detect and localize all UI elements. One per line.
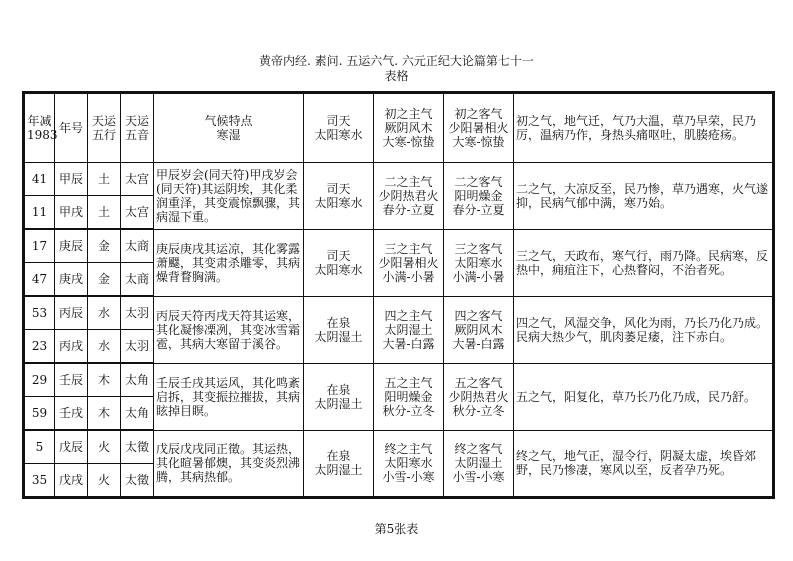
header-tianyun: 天运五行 [88, 93, 121, 163]
wuyin-cell: 太宫 [121, 196, 154, 230]
position-cell: 在泉 太阴湿土 [304, 296, 374, 363]
wuxing-cell: 土 [88, 196, 121, 230]
climate-cell: 丙辰天符丙戌天符其运寒，其化凝惨凓冽，其变冰雪霜雹，其病大寒留于溪谷。 [154, 296, 304, 363]
year-name-cell: 丙戌 [55, 330, 88, 364]
page-footer: 第5张表 [374, 522, 419, 536]
zhuqi-cell: 三之主气 少阳暑相火 小满-小暑 [374, 229, 444, 296]
year-cell: 59 [24, 397, 55, 431]
keqi-cell: 终之客气 太阴湿土 小雪-小寒 [444, 430, 514, 498]
desc-cell: 五之气，阳复化，草乃长乃化乃成，民乃舒。 [514, 363, 774, 430]
year-name-cell: 壬戌 [55, 397, 88, 431]
keqi-cell: 二之客气 阳明燥金 春分-立夏 [444, 163, 514, 230]
year-cell: 35 [24, 464, 55, 498]
position-cell: 在泉 太阴湿土 [304, 430, 374, 498]
table-row [24, 296, 774, 330]
wuyin-cell: 太宫 [121, 163, 154, 196]
year-cell: 53 [24, 296, 55, 330]
year-name-cell: 戊辰 [55, 430, 88, 464]
position-cell: 司天 太阳寒水 [304, 229, 374, 296]
header-tianyin: 天运五音 [121, 93, 154, 163]
zhuqi-cell: 二之主气 少阴热君火 春分-立夏 [374, 163, 444, 230]
year-name-cell: 戊戌 [55, 464, 88, 498]
desc-cell: 四之气，风湿交争，风化为雨，乃长乃化乃成。民病大热少气，肌肉萎足痿，注下赤白。 [514, 296, 774, 363]
wuyin-cell: 太商 [121, 263, 154, 297]
header-keqi: 初之客气 少阳暑相火 大寒-惊蛰 [444, 93, 514, 163]
table-row [24, 163, 774, 196]
year-name-cell: 壬辰 [55, 363, 88, 397]
wuyin-cell: 太徵 [121, 464, 154, 498]
keqi-cell: 五之客气 少阴热君火 秋分-立冬 [444, 363, 514, 430]
position-cell: 在泉 太阴湿土 [304, 363, 374, 430]
wuyin-cell: 太角 [121, 363, 154, 397]
year-cell: 41 [24, 163, 55, 196]
wuxing-cell: 水 [88, 330, 121, 364]
wuxing-cell: 土 [88, 163, 121, 196]
climate-cell: 甲辰岁会(同天符)甲戌岁会(同天符)其运阴埃，其化柔润重泽，其变震惊飘骤，其病湿下重。 [154, 163, 304, 230]
table-row [24, 229, 774, 263]
data-table [22, 91, 775, 499]
header-year: 年减1983 [24, 93, 55, 163]
wuyin-cell: 太商 [121, 229, 154, 263]
zhuqi-cell: 四之主气 太阴湿土 大暑-白露 [374, 296, 444, 363]
year-name-cell: 甲戌 [55, 196, 88, 230]
wuxing-cell: 水 [88, 296, 121, 330]
header-climate: 气候特点 寒湿 [154, 93, 304, 163]
year-cell: 5 [24, 430, 55, 464]
climate-cell: 戊辰戊戌同正徵。其运热，其化暄暑郁燠，其变炎烈沸腾，其病热郁。 [154, 430, 304, 498]
year-cell: 29 [24, 363, 55, 397]
wuxing-cell: 木 [88, 363, 121, 397]
year-name-cell: 庚戌 [55, 263, 88, 297]
header-name: 年号 [55, 93, 88, 163]
climate-cell: 壬辰壬戌其运风，其化鸣紊启拆，其变振拉摧拔，其病眩掉目瞑。 [154, 363, 304, 430]
year-cell: 11 [24, 196, 55, 230]
year-name-cell: 甲辰 [55, 163, 88, 196]
desc-cell: 终之气，地气正，湿令行，阴凝太虚，埃昏郊野，民乃惨凄，寒风以至，反者孕乃死。 [514, 430, 774, 498]
header-sitian: 司天 太阳寒水 [304, 93, 374, 163]
header-zhuqi: 初之主气 厥阴风木 大寒-惊蛰 [374, 93, 444, 163]
wuxing-cell: 火 [88, 430, 121, 464]
year-name-cell: 庚辰 [55, 229, 88, 263]
keqi-cell: 四之客气 厥阴风木 大暑-白露 [444, 296, 514, 363]
year-cell: 23 [24, 330, 55, 364]
wuxing-cell: 火 [88, 464, 121, 498]
table-title: 黄帝内经. 素问. 五运六气. 六元正纪大论篇第七十一 [259, 54, 534, 68]
wuyin-cell: 太羽 [121, 296, 154, 330]
wuyin-cell: 太徵 [121, 430, 154, 464]
table-subtitle: 表格 [384, 69, 409, 83]
zhuqi-cell: 五之主气 阳明燥金 秋分-立冬 [374, 363, 444, 430]
wuyin-cell: 太角 [121, 397, 154, 431]
wuxing-cell: 木 [88, 397, 121, 431]
desc-cell: 三之气，天政布，寒气行，雨乃降。民病寒，反热中，痈疽注下，心热瞀闷，不治者死。 [514, 229, 774, 296]
table-row [24, 430, 774, 464]
keqi-cell: 三之客气 太阳寒水 小满-小暑 [444, 229, 514, 296]
year-cell: 17 [24, 229, 55, 263]
table-row [24, 363, 774, 397]
year-cell: 47 [24, 263, 55, 297]
header-desc: 初之气，地气迁，气乃大温，草乃早荣，民乃厉，温病乃作，身热头痛呕吐，肌腠疮疡。 [514, 93, 774, 163]
wuxing-cell: 金 [88, 263, 121, 297]
climate-cell: 庚辰庚戌其运凉，其化雾露萧飋，其变肃杀雕零，其病燥背瞀胸满。 [154, 229, 304, 296]
year-name-cell: 丙辰 [55, 296, 88, 330]
position-cell: 司天 太阳寒水 [304, 163, 374, 230]
desc-cell: 二之气，大凉反至，民乃惨，草乃遇寒，火气遂抑，民病气郁中满，寒乃始。 [514, 163, 774, 230]
wuyin-cell: 太羽 [121, 330, 154, 364]
wuxing-cell: 金 [88, 229, 121, 263]
zhuqi-cell: 终之主气 太阳寒水 小雪-小寒 [374, 430, 444, 498]
